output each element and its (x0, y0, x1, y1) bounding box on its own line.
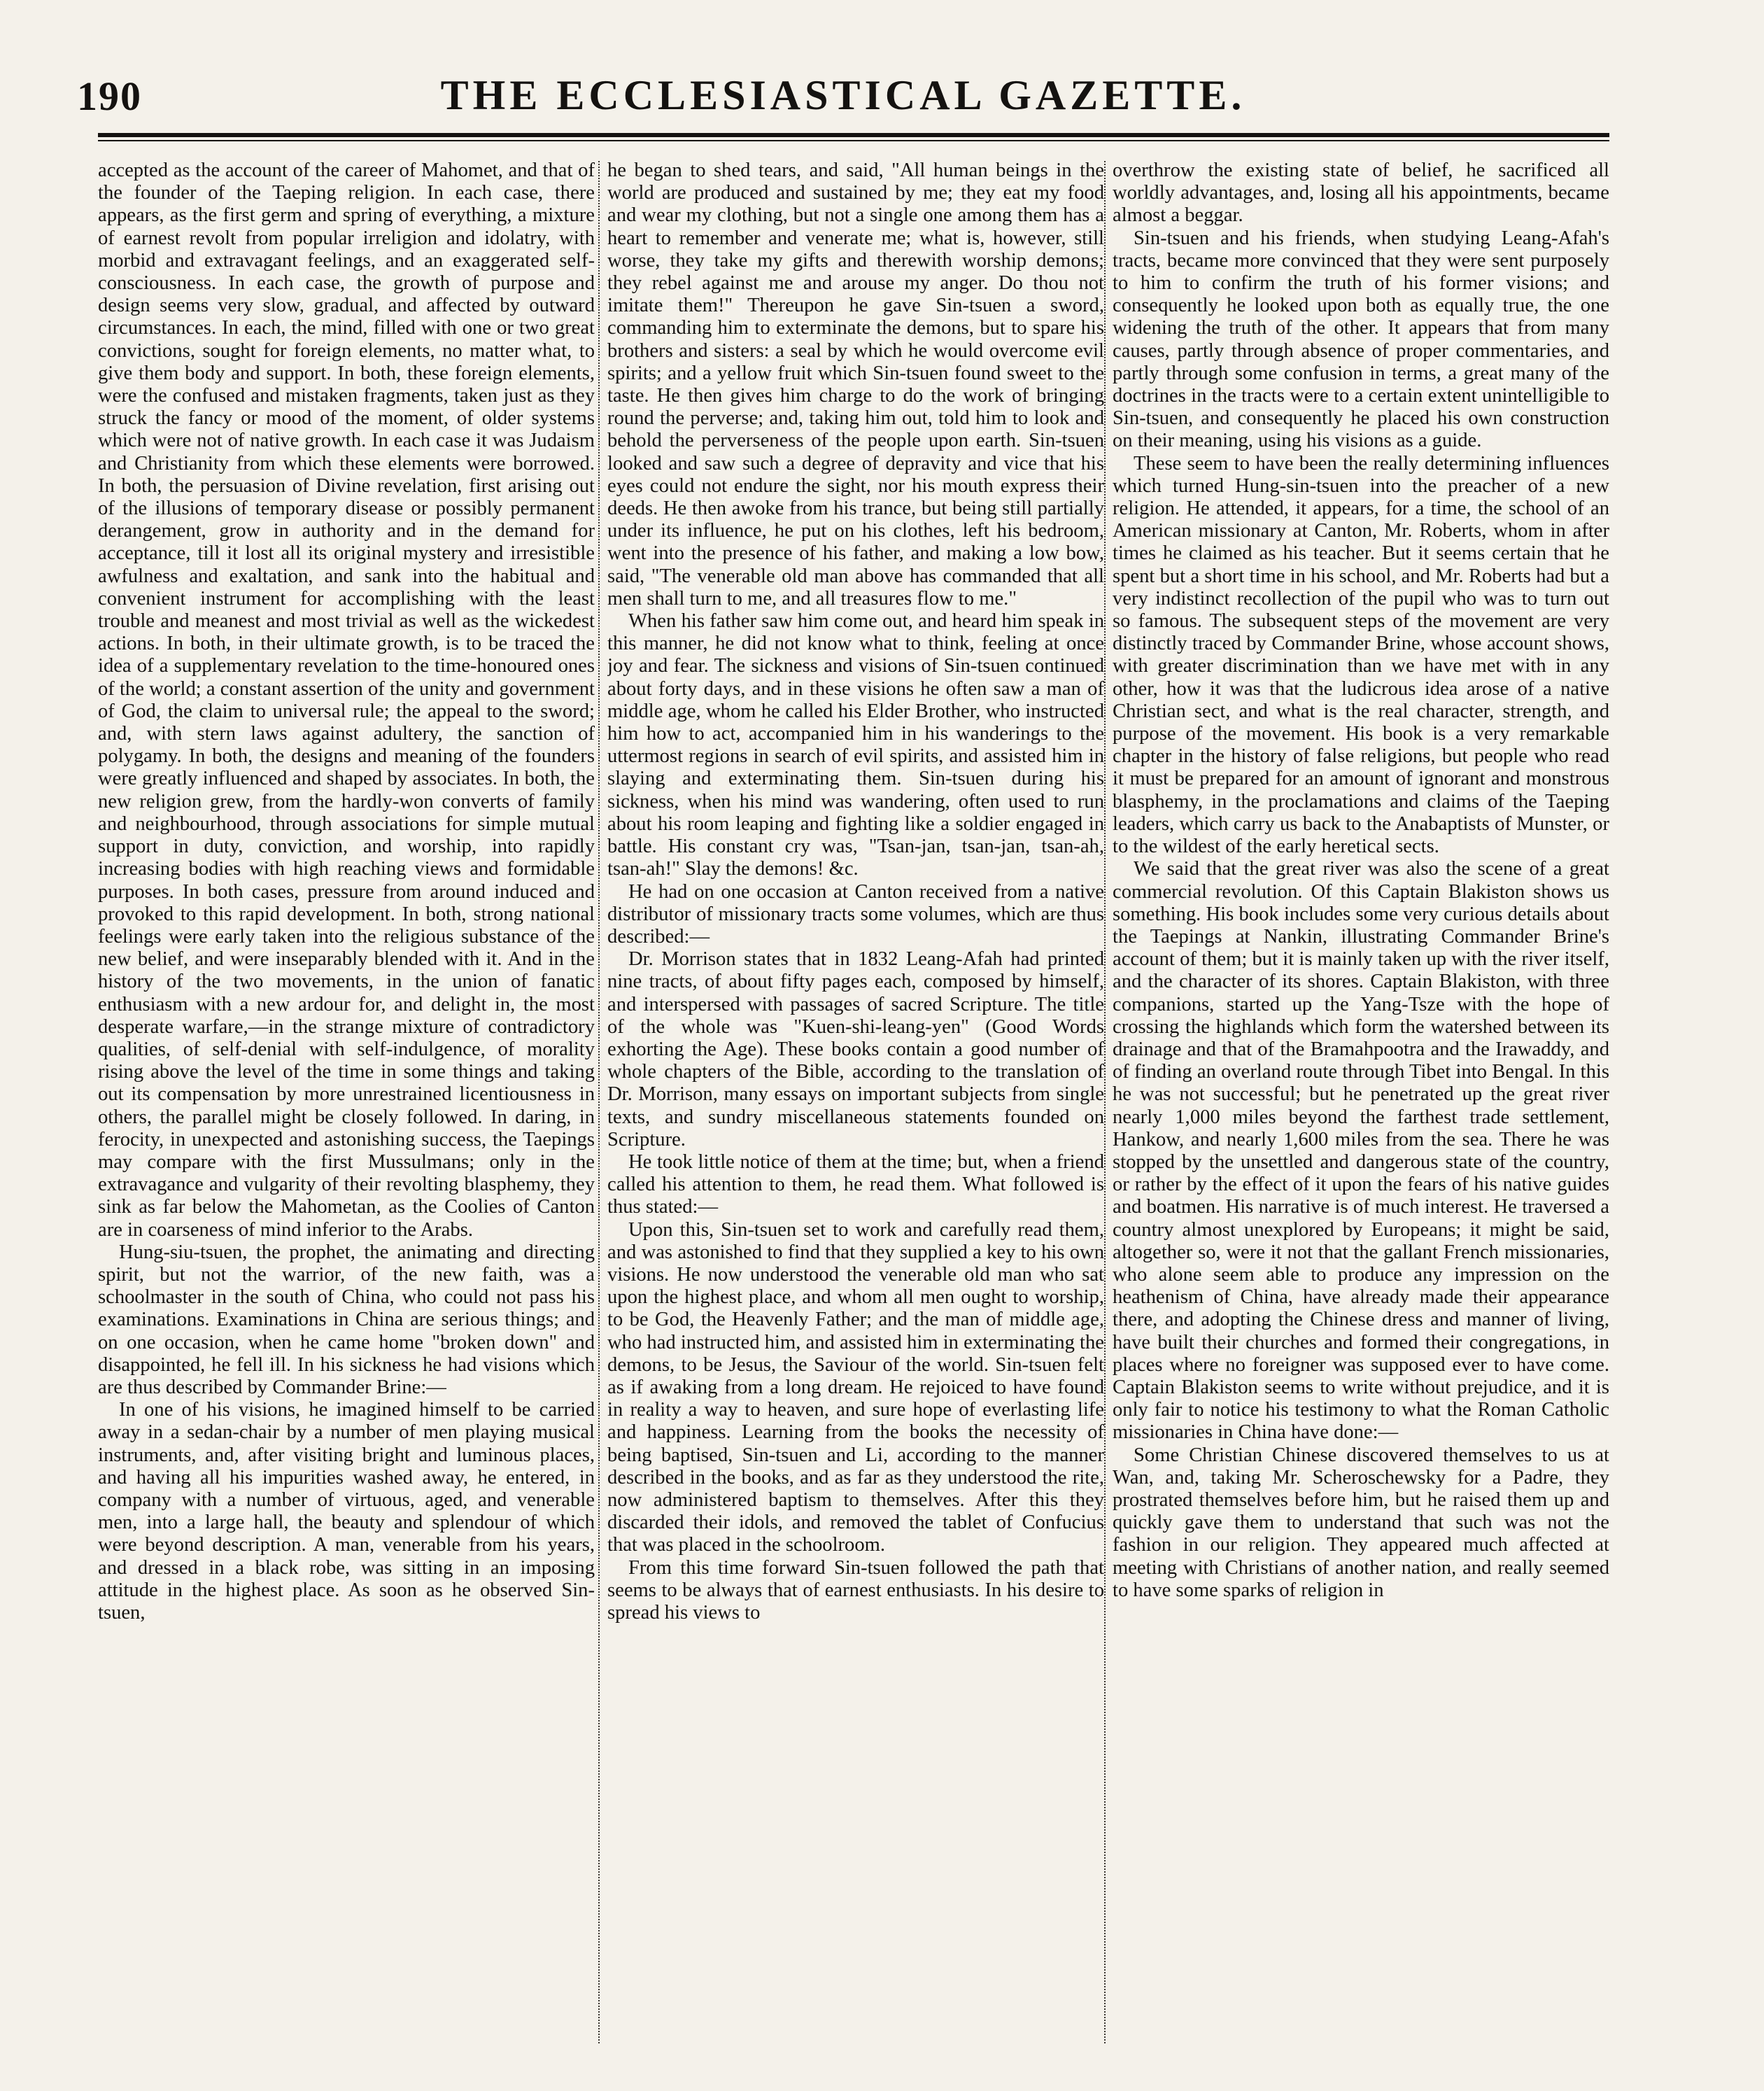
paragraph: He took little notice of them at the time; but, when a friend called his attention to them, he read them. What followed is thus stated:— (607, 1150, 1104, 1218)
paragraph: accepted as the account of the career of Mahomet, and that of the founder of the Taeping religion. In each case, there appears, as the first germ and spring of everything, a mixture of earnest revolt from popular irreligion and idolatry, with morbid and extravagant feelings, and an exaggerated self-consciousness. In each case, the growth of purpose and design seems very slow, gradual, and affected by outward circumstances. In each, the mind, filled with one or two great convictions, sought for foreign elements, no matter what, to give them body and support. In both, these foreign elements, were the confused and mistaken fragments, taken just as they struck the fancy or mood of the moment, of older systems which were not of native growth. In each case it was Judaism and Christianity from which these elements were borrowed. In both, the persuasion of Divine revelation, first arising out of the illusions of temporary disease or possibly permanent derangement, grow in authority and in the demand for acceptance, till it lost all its original mystery and irresistible awfulness and exaltation, and sank into the habitual and convenient instrument for accomplishing with the least trouble and meanest and most trivial as well as the wickedest actions. In both, in their ultimate growth, is to be traced the idea of a supplementary revelation to the time-honoured ones of the world; a constant assertion of the unity and government of God, the claim to universal rule; the appeal to the sword; and, with stern laws against adultery, the sanction of polygamy. In both, the designs and meaning of the founders were greatly influenced and shaped by associates. In both, the new religion grew, from the hardly-won converts of family and neighbourhood, through associations for simple mutual support in duty, conviction, and worship, into rapidly increasing bodies with high reaching views and formidable purposes. In both cases, pressure from around induced and provoked to this rapid development. In both, strong national feelings were early taken into the religious substance of the new belief, and were inseparably blended with it. And in the history of the two movements, in the union of fanatic enthusiasm with a new ardour for, and delight in, the most desperate warfare,—in the strange mixture of contradictory qualities, of self-denial with self-indulgence, of morality rising above the level of the time in some things and taking out its compensation by more unrestrained licentiousness in others, the parallel might be closely followed. In daring, in ferocity, in unexpected and astonishing success, the Taepings may compare with the first Mussulmans; only in the extravagance and vulgarity of their revolting blasphemy, they sink as far below the Mahometan, as the Coolies of Canton are in coarseness of mind inferior to the Arabs. (98, 160, 595, 1241)
column-divider (598, 161, 600, 2043)
paragraph: overthrow the existing state of belief, he sacrificed all worldly advantages, and, losing all his appointments, became almost a beggar. (1113, 160, 1609, 227)
paragraph: Upon this, Sin-tsuen set to work and carefully read them, and was astonished to find that they supplied a key to his own visions. He now understood the venerable old man who sat upon the highest place, and whom all men ought to worship, to be God, the Heavenly Father; and the man of middle age, who had instructed him, and assisted him in exterminating the demons, to be Jesus, the Saviour of the world. Sin-tsuen felt as if awaking from a long dream. He rejoiced to have found in reality a way to heaven, and sure hope of everlasting life and happiness. Learning from the books the necessity of being baptised, Sin-tsuen and Li, according to the manner described in the books, and as far as they understood the rite, now administered baptism to themselves. After this they discarded their idols, and removed the tablet of Confucius that was placed in the schoolroom. (607, 1218, 1104, 1556)
text-column-2 (607, 160, 1104, 2042)
paragraph: He had on one occasion at Canton received from a native distributor of missionary tracts some volumes, which are thus described:— (607, 880, 1104, 948)
page-header (77, 67, 1609, 132)
paragraph: he began to shed tears, and said, "All human beings in the world are produced and sustained by me; they eat my food and wear my clothing, but not a single one among them has a heart to remember and venerate me; what is, however, still worse, they take my gifts and therewith worship demons; they rebel against me and arouse my anger. Do thou not imitate them!" Thereupon he gave Sin-tsuen a sword, commanding him to exterminate the demons, but to spare his brothers and sisters: a seal by which he would overcome evil spirits; and a yellow fruit which Sin-tsuen found sweet to the taste. He then gives him charge to do the work of bringing round the perverse; and, taking him out, told him to look and behold the perverseness of the people upon earth. Sin-tsuen looked and saw such a degree of depravity and vice that his eyes could not endure the sight, nor his mouth express their deeds. He then awoke from his trance, but being still partially under its influence, he put on his clothes, left his bedroom, went into the presence of his father, and making a low bow, said, "The venerable old man above has commanded that all men shall turn to me, and all treasures flow to me." (607, 160, 1104, 610)
paragraph: When his father saw him come out, and heard him speak in this manner, he did not know what to think, feeling at once joy and fear. The sickness and visions of Sin-tsuen continued about forty days, and in these visions he often saw a man of middle age, whom he called his Elder Brother, who instructed him how to act, accompanied him in his wanderings to the uttermost regions in search of evil spirits, and assisted him in slaying and exterminating them. Sin-tsuen during his sickness, when his mind was wandering, often used to run about his room leaping and fighting like a soldier engaged in battle. His constant cry was, "Tsan-jan, tsan-jan, tsan-ah, tsan-ah!" Slay the demons! &c. (607, 610, 1104, 880)
header-rule-thin (98, 140, 1609, 141)
text-column-3 (1113, 160, 1609, 2042)
paragraph: We said that the great river was also the scene of a great commercial revolution. Of this Captain Blakiston shows us something. His book includes some very curious details about the Taepings at Nankin, illustrating Commander Brine's account of them; but it is mainly taken up with the river itself, and the character of its shores. Captain Blakiston, with three companions, started up the Yang-Tsze with the hope of crossing the highlands which form the watershed between its drainage and that of the Bramahpootra and the Irawaddy, and of finding an overland route through Tibet into Bengal. In this he was not successful; but he penetrated up the great river nearly 1,000 miles beyond the farthest trade settlement, Hankow, and nearly 1,600 miles from the sea. There he was stopped by the unsettled and dangerous state of the country, or rather by the effect of it upon the fears of his native guides and boatmen. His narrative is of much interest. He traversed a country almost unexplored by Europeans; it might be said, altogether so, were it not that the gallant French missionaries, who alone seem able to produce any impression on the heathenism of China, have already made their appearance there, and adopting the Chinese dress and manner of living, have built their churches and formed their congregations, in places where no foreigner was supposed ever to have come. Captain Blakiston seems to write without prejudice, and it is only fair to notice his testimony to what the Roman Catholic missionaries in China have done:— (1113, 858, 1609, 1444)
paragraph: Sin-tsuen and his friends, when studying Leang-Afah's tracts, became more convinced that they were sent purposely to him to confirm the truth of his former visions; and consequently he looked upon both as equally true, the one widening the truth of the other. It appears that from many causes, partly through absence of proper commentaries, and partly through some confusion in terms, a great many of the doctrines in the tracts were to a certain extent unintelligible to Sin-tsuen, and consequently he placed his own construction on their meaning, using his visions as a guide. (1113, 227, 1609, 452)
paragraph: Dr. Morrison states that in 1832 Leang-Afah had printed nine tracts, of about fifty pages each, composed by himself, and interspersed with passages of sacred Scripture. The title of the whole was "Kuen-shi-leang-yen" (Good Words exhorting the Age). These books contain a good number of whole chapters of the Bible, according to the translation of Dr. Morrison, many essays on important subjects from single texts, and sundry miscellaneous statements founded on Scripture. (607, 948, 1104, 1150)
paragraph: Hung-siu-tsuen, the prophet, the animating and directing spirit, but not the warrior, of the new faith, was a schoolmaster in the south of China, who could not pass his examinations. Examinations in China are serious things; and on one occasion, when he came home "broken down" and disappointed, he fell ill. In his sickness he had visions which are thus described by Commander Brine:— (98, 1241, 595, 1398)
journal-title: THE ECCLESIASTICAL GAZETTE. (440, 72, 1246, 118)
paragraph: From this time forward Sin-tsuen followed the path that seems to be always that of earnest enthusiasts. In his desire to spread his views to (607, 1556, 1104, 1624)
header-rule (98, 133, 1609, 137)
paragraph: In one of his visions, he imagined himself to be carried away in a sedan-chair by a number of men playing musical instruments, and, after visiting bright and luminous places, and having all his impurities washed away, he entered, in company with a number of virtuous, aged, and venerable men, into a large hall, the beauty and splendour of which were beyond description. A man, venerable from his years, and dressed in a black robe, was sitting in an imposing attitude in the highest place. As soon as he observed Sin-tsuen, (98, 1399, 595, 1624)
paragraph: Some Christian Chinese discovered themselves to us at Wan, and, taking Mr. Scheroschewsky for a Padre, they prostrated themselves before him, but he raised them up and quickly gave them to understand that such was not the fashion in our religion. They appeared much affected at meeting with Christians of another nation, and really seemed to have some sparks of religion in (1113, 1444, 1609, 1601)
page-number: 190 (77, 73, 142, 119)
paragraph: These seem to have been the really determining influences which turned Hung-sin-tsuen into the preacher of a new religion. He attended, it appears, for a time, the school of an American missionary at Canton, Mr. Roberts, whom in after times he claimed as his teacher. But it seems certain that he spent but a short time in his school, and Mr. Roberts had but a very indistinct recollection of the pupil who was to turn out so famous. The subsequent steps of the movement are very distinctly traced by Commander Brine, whose account shows, with greater discrimination than we have met with in any other, how it was that the ludicrous idea arose of a native Christian sect, and what is the real character, strength, and purpose of the movement. His book is a very remarkable chapter in the history of false religions, but people who read it must be prepared for an amount of ignorant and monstrous blasphemy, in the proclamations and claims of the Taeping leaders, which carry us back to the Anabaptists of Munster, or to the wildest of the early heretical sects. (1113, 452, 1609, 858)
column-divider (1104, 161, 1106, 2043)
text-column-1 (98, 160, 595, 2042)
